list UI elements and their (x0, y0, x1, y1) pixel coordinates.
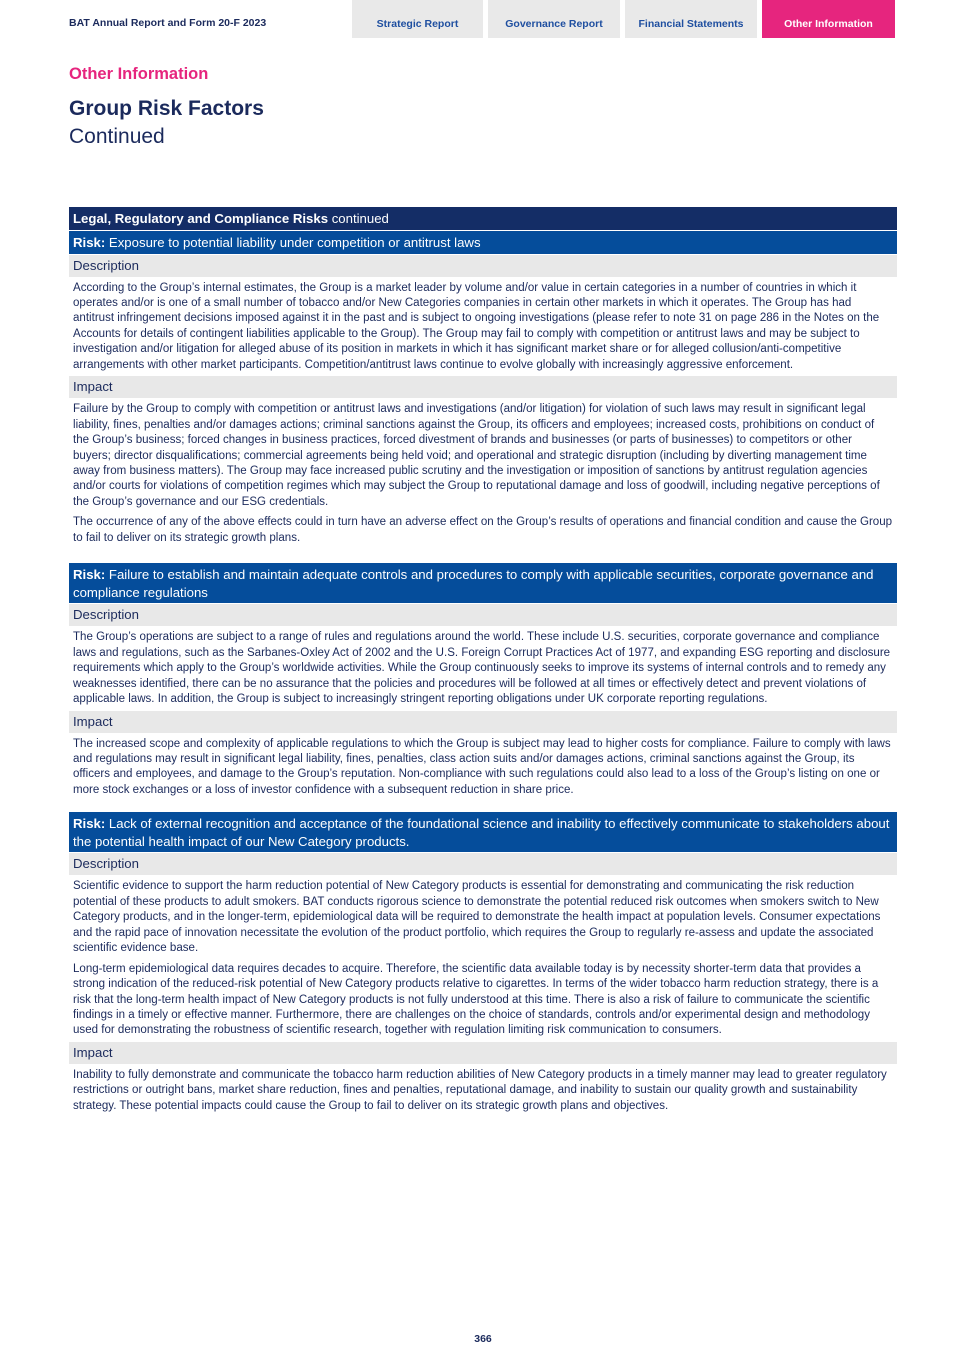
description-paragraph: Long-term epidemiological data requires decades to acquire. Therefore, the scientific data available today is by necessity shorter-term data that provides a strong indication of the reduced-risk potential of New Category products relative to cigarettes. In terms of the wider tobacco harm reduction strategy, there is a risk that the long-term health impact of New Category products is not fully understood at this time. There is also a risk of failure to communicate the scientific findings in a timely or effective manner. Furthermore, there are challenges on the choice of standards, controls and/or experimental design and methodology used for demonstrating the robustness of scientific research, together with regulation limiting risk communication to consumers. (73, 962, 879, 1037)
spacer (69, 800, 897, 812)
description-paragraph: The Group’s operations are subject to a range of rules and regulations around the world. These include U.S. securities, corporate governance and compliance laws and regulations, such as the Sarbanes-Oxley Act of 2002 and the U.S. Foreign Corrupt Practices Act of 1977, and expanding ESG reporting and disclosure requirements which apply to the Group’s worldwide activities. While the Group continuously seeks to improve its systems of internal controls and to remedy any weaknesses identified, there can be no assurance that the policies and procedures will be followed at all times or effectively detect and prevent violations of applicable laws. In addition, the Group is subject to increasingly stringent reporting obligations under UK corporate reporting regulations. (73, 631, 891, 706)
page-title: Group Risk Factors (69, 97, 264, 120)
document-title: BAT Annual Report and Form 20-F 2023 (69, 17, 267, 29)
risk-title: Failure to establish and maintain adequate controls and procedures to comply with applicable securities, corporate governance and compliance regulations (73, 567, 874, 600)
risk-table (69, 207, 897, 1116)
risk-title: Exposure to potential liability under competition or antitrust laws (105, 235, 481, 250)
impact-paragraph: Inability to fully demonstrate and communicate the tobacco harm reduction abilities of New Category products in a timely manner may lead to greater regulatory restrictions or outright bans, market share reduction, fines and penalties, reputational damage, and inability to sustain our quality growth and sustainability strategy. These potential impacts could cause the Group to fail to deliver on its strategic growth plans and objectives. (73, 1068, 887, 1112)
risk-header (69, 563, 897, 603)
risk-header (69, 231, 897, 254)
page-number: 366 (474, 1333, 492, 1345)
category-suffix: continued (328, 211, 389, 226)
tab-financial-statements[interactable]: Financial Statements (625, 0, 757, 38)
risk-block-controls-compliance (69, 563, 897, 800)
description-header: Description (69, 604, 897, 626)
impact-paragraph: The occurrence of any of the above effects could in turn have an adverse effect on the Group’s results of operations and financial condition and cause the Group to fail to deliver on its strategic growth plans. (73, 516, 893, 544)
category-header (69, 207, 897, 230)
impact-header: Impact (69, 1042, 897, 1064)
risk-prefix: Risk: (73, 567, 106, 583)
tab-strategic-report[interactable]: Strategic Report (352, 0, 483, 38)
description-header: Description (69, 853, 897, 875)
impact-header: Impact (69, 711, 897, 733)
tab-governance-report[interactable]: Governance Report (488, 0, 620, 38)
impact-header: Impact (69, 376, 897, 398)
description-paragraph: Scientific evidence to support the harm reduction potential of New Category products is essential for demonstrating and communicating the risk reduction potential of these products to adult smokers. BAT conducts rigorous science to demonstrate the potential reduced risk outcomes when smokers switch to New Category products, and in the longer-term, epidemiological data will be required to demonstrate the health impact at population levels. Consumer expectations and the rapid pace of innovation necessitate the evolution of the product portfolio, which requires the Group to regularly re-assess and update the associated scientific evidence base. (73, 880, 881, 955)
page-subtitle: Continued (69, 125, 165, 148)
tab-other-information[interactable]: Other Information (762, 0, 895, 38)
risk-title: Lack of external recognition and acceptance of the foundational science and inability to effectively communicate to stakeholders about the potential health impact of our New Category products. (73, 816, 890, 849)
risk-block-science-recognition (69, 812, 897, 1116)
risk-block-competition (69, 231, 897, 548)
section-tabs (352, 0, 895, 38)
description-paragraph: According to the Group’s internal estimates, the Group is a market leader by volume and/or value in certain categories in a number of countries in which it operates and/or is one of a small number of tobacco and/or New Categories companies in certain other markets in which it operates. The Group has had antitrust infringement decisions imposed against it in the past and is subject to ongoing investigations (please refer to note 31 on page 286 in the Notes on the Accounts for details of contingent liabilities applicable to the Group). The Group may fail to comply with competition or antitrust laws and may be subject to investigation and/or litigation for alleged abuse of its position in markets in which it has significant market share or for alleged collusion/anti-competitive arrangements with other market participants. Competition/antitrust laws continue to evolve globally with increasingly aggressive enforcement. (73, 281, 880, 371)
top-navigation-bar (0, 0, 966, 38)
category-title: Legal, Regulatory and Compliance Risks (73, 211, 329, 226)
risk-prefix: Risk: (73, 235, 106, 250)
risk-header (69, 812, 897, 852)
impact-paragraph: Failure by the Group to comply with competition or antitrust laws and investigations (and/or litigation) for violation of such laws may result in significant legal liability, fines, penalties and/or damages actions; criminal sanctions against the Group, its officers and employees; increased costs, prohibitions on conduct of the Group’s business; forced changes in business practices, forced divestment of brands and businesses (or parts of businesses) to competitors or other buyers; director disqualifications; commercial agreements being held void; and operational and strategic disruption (including by diverting management time away from business matters). The Group may face increased public scrutiny and the investigation or imposition of sanctions by antitrust regulation agencies and/or courts for violations of competition regimes which may subject the Group to reputational damage and loss of goodwill, including negative perceptions of the Group’s governance and our ESG credentials. (73, 403, 880, 508)
spacer (69, 548, 897, 563)
section-label: Other Information (69, 65, 209, 83)
description-header: Description (69, 255, 897, 277)
risk-prefix: Risk: (73, 816, 106, 832)
impact-paragraph: The increased scope and complexity of applicable regulations to which the Group is subject may lead to higher costs for compliance. Failure to comply with laws and regulations may result in significant legal liability, fines, penalties, class action suits and/or damages actions, criminal sanctions against the Group, its officers and employees, and damage to the Group’s reputation. Non-compliance with such regulations could also lead to a loss of the Group’s listing on one or more stock exchanges or a loss of investor confidence with a subsequent reduction in share price. (73, 737, 891, 796)
